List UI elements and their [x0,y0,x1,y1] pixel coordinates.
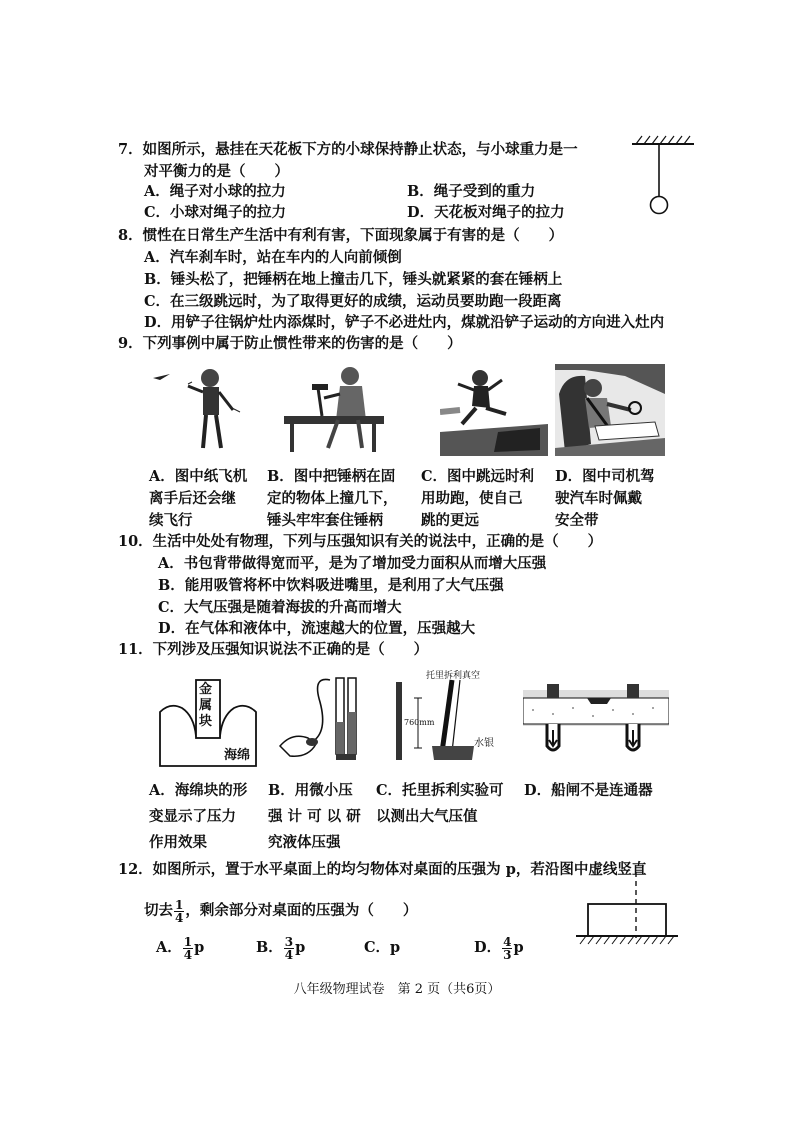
q11-caption-c: C．托里拆利实验可 以测出大气压值 [376,782,504,825]
q11-pressure-gauge-figure [272,672,368,764]
q11-caption-d: D．船闸不是连通器 [524,782,653,799]
q7-option-c: C．小球对绳子的拉力 [144,204,287,221]
q12-option-b: B． $\frac{3}{4}$ p [256,934,306,962]
q8-stem: 8．惯性在日常生产生活中有利有害，下面现象属于有害的是（ ） [118,227,564,244]
q10-option-c: C．大气压强是随着海拔的升高而增大 [158,599,402,616]
q11-torricelli-figure: 托里拆利真空 760mm 水银 [388,668,498,766]
q12-block-on-table-figure [574,868,680,948]
q9-hammer-figure [278,358,388,458]
q7-stem-line1: 7．如图所示，悬挂在天花板下方的小球保持静止状态，与小球重力是一 [118,141,578,158]
q10-stem: 10．生活中处处有物理，下列与压强知识有关的说法中，正确的是（ ） [118,533,603,550]
q7-stem-line2: 对平衡力的是（ ） [144,163,289,180]
q12-stem-line1: 12．如图所示，置于水平桌面上的均匀物体对桌面的压强为 p，若沿图中虚线竖直 [118,861,647,878]
q9-stem: 9．下列事例中属于防止惯性带来的伤害的是（ ） [118,335,462,352]
q10-option-a: A．书包背带做得宽而平，是为了增加受力面积从而增大压强 [158,555,547,572]
q11-ship-lock-figure [523,680,669,756]
q9-caption-d: D．图中司机驾 驶汽车时佩戴 安全带 [555,468,655,529]
q10-option-d: D．在气体和液体中，流速越大的位置，压强越大 [158,620,476,637]
q11-caption-b: B．用微小压 强 计 可 以 研 究液体压强 [268,782,361,851]
q9-caption-a: A．图中纸飞机 离手后还会继 续飞行 [149,468,248,529]
q12-option-d: D． $\frac{4}{3}$ p [474,934,524,962]
q12-option-c: C．p [364,939,401,956]
q9-caption-c: C．图中跳远时利 用助跑，使自己 跳的更远 [421,468,535,529]
q11-stem: 11．下列涉及压强知识说法不正确的是（ ） [118,641,429,658]
q7-hanging-ball-figure [628,134,698,222]
page-footer: 八年级物理试卷 第 2 页（共6页） [293,982,501,997]
q10-option-b: B．能用吸管将杯中饮料吸进嘴里，是利用了大气压强 [158,577,504,594]
q9-caption-b: B．图中把锤柄在固 定的物体上撞几下， 锤头牢牢套住锤柄 [267,468,398,529]
q11-caption-a: A．海绵块的形 变显示了压力 作用效果 [149,782,248,851]
q8-option-d: D．用铲子往锅炉灶内添煤时，铲子不必进灶内，煤就沿铲子运动的方向进入灶内 [144,314,665,331]
q12-option-a: A． $\frac{1}{4}$ p [156,934,205,962]
q8-option-c: C．在三级跳远时，为了取得更好的成绩，运动员要助跑一段距离 [144,293,562,310]
q8-option-a: A．汽车刹车时，站在车内的人向前倾倒 [144,249,402,266]
q9-seatbelt-figure [555,364,665,456]
q7-option-b: B．绳子受到的重力 [407,183,536,200]
q11-sponge-figure: 金 属 块 海绵 [158,676,258,768]
q9-long-jump-figure [440,362,548,456]
q9-paper-plane-figure [148,360,248,460]
q7-option-d: D．天花板对绳子的拉力 [407,204,565,221]
q12-stem-line2: 切去 $\frac{1}{4}$ ，剩余部分对桌面的压强为（ ） [144,897,418,925]
q7-option-a: A．绳子对小球的拉力 [144,183,286,200]
q8-option-b: B．锤头松了，把锤柄在地上撞击几下，锤头就紧紧的套在锤柄上 [144,271,563,288]
